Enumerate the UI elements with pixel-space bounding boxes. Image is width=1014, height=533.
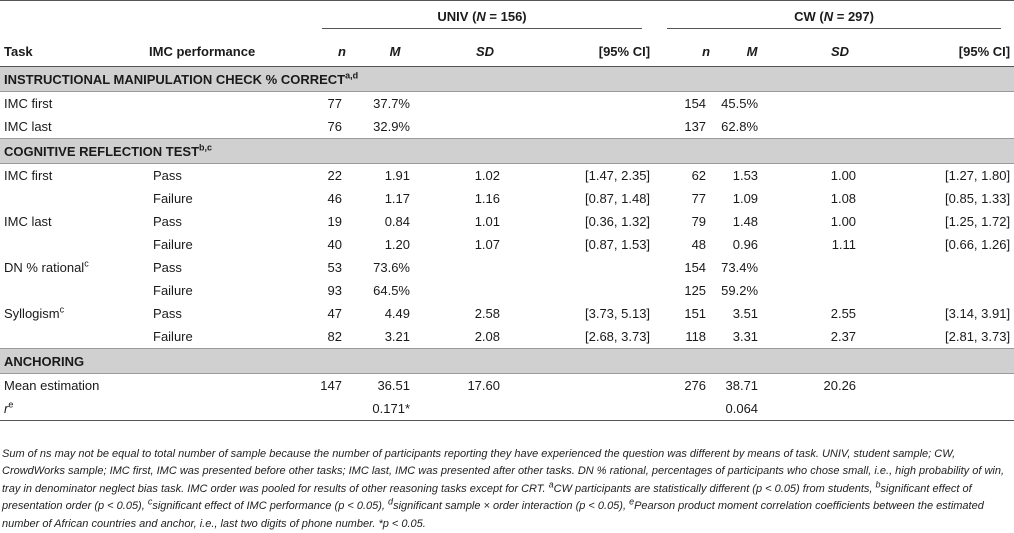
cell-task: $r^e$	[0, 397, 145, 421]
cell-c-sd: 1.08	[830, 191, 857, 206]
cell-u-m: 73.6%	[373, 260, 410, 275]
cell-c-n: 151	[684, 306, 707, 321]
cell-u-ci: [0.36, 1.32]	[584, 214, 651, 229]
table-row	[0, 115, 1014, 139]
table-row	[0, 374, 1014, 398]
section-label: COGNITIVE REFLECTION TEST$^{b,c}$	[0, 139, 1014, 164]
cell-u-ci: [0.87, 1.48]	[584, 191, 651, 206]
cell-task	[0, 325, 145, 349]
section-imc	[0, 67, 1014, 92]
header-univ-m: M	[350, 37, 440, 67]
header-univ-ci: [95% CI]	[530, 37, 654, 67]
cell-u-m: 3.21	[384, 329, 410, 344]
cell-c-n: 154	[684, 96, 707, 111]
cell-u-n: 40	[327, 237, 342, 252]
cell-perf	[145, 374, 310, 398]
cell-u-n: 147	[320, 378, 342, 393]
cell-c-ci	[890, 374, 1014, 398]
cell-task: IMC first	[4, 168, 53, 183]
cell-perf: Pass	[153, 168, 182, 183]
cell-u-m: 1.20	[384, 237, 410, 252]
cell-task: DN % rational$^c$	[4, 258, 89, 275]
cell-c-ci: [2.81, 3.73]	[945, 329, 1011, 344]
cell-u-n: 82	[327, 329, 342, 344]
cell-c-ci	[890, 279, 1014, 302]
cell-task: IMC first	[4, 96, 53, 111]
cell-u-sd: 17.60	[467, 378, 500, 393]
cell-u-ci	[530, 279, 654, 302]
cell-u-sd	[440, 256, 530, 279]
cell-c-ci	[890, 115, 1014, 139]
cell-c-n: 77	[691, 191, 707, 206]
cell-c-m: 1.48	[732, 214, 759, 229]
cell-c-sd: 1.00	[830, 168, 857, 183]
cell-task	[0, 187, 145, 210]
cell-c-n: 125	[684, 283, 707, 298]
cell-c-n: 137	[684, 119, 707, 134]
cell-c-ci	[890, 92, 1014, 116]
cell-u-ci	[530, 92, 654, 116]
cell-u-ci	[530, 397, 654, 421]
cell-c-sd: 20.26	[823, 378, 857, 393]
cell-c-n: 48	[691, 237, 707, 252]
cell-task: IMC last	[4, 119, 52, 134]
cell-perf: Failure	[153, 237, 193, 252]
cell-c-m: 45.5%	[721, 96, 759, 111]
cell-perf: Pass	[153, 260, 182, 275]
section-label: ANCHORING	[0, 349, 1014, 374]
cell-c-n: 79	[691, 214, 707, 229]
cell-task: Mean estimation	[4, 378, 100, 393]
cell-c-ci: [0.85, 1.33]	[945, 191, 1011, 206]
cell-u-n: 93	[327, 283, 342, 298]
cell-u-n: 76	[327, 119, 342, 134]
cell-c-m: 62.8%	[721, 119, 759, 134]
cell-u-sd: 2.58	[474, 306, 500, 321]
cell-u-n: 53	[327, 260, 342, 275]
cell-u-m: 0.171*	[350, 397, 440, 421]
section-crt	[0, 139, 1014, 164]
cell-c-sd: 1.00	[830, 214, 857, 229]
table-row	[0, 233, 1014, 256]
table-footnote: Sum of ns may not be equal to total number of sample because the number of participants reporting they have experienced the question was different by means of task. UNIV, student sample; CW, CrowdWorks sample; IMC first, IMC was presented before other tasks; IMC last, IMC was presented after other tasks. DN % rational, percentages of participants who chose small, i.e., high probability of win, tray in denominator neglect bias task. IMC order was pooled for results of other reasoning tasks except for CRT. $^a$CW participants are statistically different (p < 0.05) from students, $^b$significant effect of presentation order (p < 0.05), $^c$significant effect of IMC performance (p < 0.05), $^d$significant sample × order interaction (p < 0.05), $^e$Pearson product moment correlation coefficients between the estimated number of African countries and anchor, i.e., last two digits of phone number. *p < 0.05.	[2, 448, 1005, 530]
group-univ: UNIV (N = 156)	[310, 1, 654, 38]
cell-c-m: 3.31	[732, 329, 759, 344]
cell-u-sd: 1.16	[474, 191, 500, 206]
table-row	[0, 210, 1014, 233]
cell-perf: Failure	[153, 283, 193, 298]
cell-c-n: 118	[685, 329, 707, 344]
cell-task: IMC last	[4, 214, 52, 229]
cell-perf: Pass	[153, 306, 182, 321]
cell-u-m: 36.51	[377, 378, 410, 393]
cell-c-sd	[790, 115, 890, 139]
cell-perf	[145, 92, 310, 116]
cell-u-n: 77	[327, 96, 342, 111]
cell-c-sd: 1.11	[831, 237, 857, 252]
cell-u-sd	[440, 279, 530, 302]
cell-u-n: 19	[327, 214, 342, 229]
cell-u-ci: [0.87, 1.53]	[584, 237, 651, 252]
cell-u-m: 37.7%	[373, 96, 410, 111]
cell-c-ci: [0.66, 1.26]	[945, 237, 1011, 252]
table-row	[0, 397, 1014, 421]
cell-c-sd	[790, 92, 890, 116]
cell-c-m: 59.2%	[721, 283, 759, 298]
header-univ-sd: SD	[440, 37, 530, 67]
cell-c-ci: [3.14, 3.91]	[945, 306, 1011, 321]
cell-c-ci	[890, 256, 1014, 279]
cell-perf	[145, 397, 310, 421]
cell-u-ci	[530, 256, 654, 279]
cell-u-ci: [2.68, 3.73]	[584, 329, 651, 344]
cell-u-ci: [1.47, 2.35]	[584, 168, 651, 183]
cell-c-sd	[790, 397, 890, 421]
cell-task: Syllogism$^c$	[4, 304, 65, 321]
cell-c-m: 0.96	[732, 237, 759, 252]
cell-c-n: 62	[691, 168, 707, 183]
table-row	[0, 256, 1014, 279]
cell-c-n: 154	[684, 260, 707, 275]
cell-c-ci	[890, 397, 1014, 421]
section-label: INSTRUCTIONAL MANIPULATION CHECK % CORRECT$^{a,d}$	[0, 67, 1014, 92]
cell-u-sd: 1.01	[474, 214, 500, 229]
cell-u-sd	[440, 397, 530, 421]
cell-perf: Failure	[153, 191, 193, 206]
header-cw-ci: [95% CI]	[890, 37, 1014, 67]
cell-u-sd: 1.07	[474, 237, 500, 252]
cell-u-sd	[440, 115, 530, 139]
cell-u-n	[310, 397, 350, 421]
cell-c-ci: [1.25, 1.72]	[945, 214, 1011, 229]
cell-u-sd: 2.08	[474, 329, 500, 344]
cell-u-m: 0.84	[384, 214, 410, 229]
table-row	[0, 325, 1014, 349]
cell-perf: Pass	[153, 214, 182, 229]
cell-task	[0, 233, 145, 256]
table-row	[0, 279, 1014, 302]
group-cw: CW (N = 297)	[654, 1, 1014, 38]
cell-c-m: 1.53	[732, 168, 759, 183]
cell-u-ci	[530, 115, 654, 139]
cell-u-m: 4.49	[384, 306, 410, 321]
group-header-row	[0, 1, 1014, 38]
header-cw-m: M	[714, 37, 790, 67]
header-univ-n: n	[310, 37, 350, 67]
table-row	[0, 302, 1014, 325]
cell-u-n: 47	[327, 306, 342, 321]
cell-c-n: 276	[684, 378, 707, 393]
cell-u-m: 1.91	[384, 168, 410, 183]
cell-c-m: 3.51	[732, 306, 759, 321]
cell-u-ci	[530, 374, 654, 398]
column-header-row	[0, 37, 1014, 67]
cell-c-sd: 2.37	[830, 329, 857, 344]
cell-c-m: 0.064	[714, 397, 790, 421]
header-cw-sd: SD	[790, 37, 890, 67]
cell-u-m: 64.5%	[373, 283, 410, 298]
header-imc-performance: IMC performance	[145, 37, 310, 67]
cell-c-n	[654, 397, 714, 421]
cell-u-m: 1.17	[384, 191, 410, 206]
cell-c-m: 38.71	[725, 378, 759, 393]
cell-u-m: 32.9%	[373, 119, 410, 134]
cell-c-sd: 2.55	[830, 306, 857, 321]
table-row	[0, 164, 1014, 188]
cell-u-sd: 1.02	[474, 168, 500, 183]
table-row	[0, 187, 1014, 210]
cell-u-ci: [3.73, 5.13]	[584, 306, 651, 321]
cell-c-m: 73.4%	[721, 260, 759, 275]
cell-task	[0, 279, 145, 302]
section-anchoring	[0, 349, 1014, 374]
cell-u-n: 46	[327, 191, 342, 206]
cell-c-sd	[790, 256, 890, 279]
table-row	[0, 92, 1014, 116]
header-cw-n: n	[654, 37, 714, 67]
cell-c-m: 1.09	[732, 191, 759, 206]
cell-u-n: 22	[327, 168, 342, 183]
header-task: Task	[0, 37, 145, 67]
cell-perf: Failure	[153, 329, 193, 344]
cell-perf	[145, 115, 310, 139]
cell-c-sd	[790, 279, 890, 302]
cell-u-sd	[440, 92, 530, 116]
cell-c-ci: [1.27, 1.80]	[945, 168, 1011, 183]
